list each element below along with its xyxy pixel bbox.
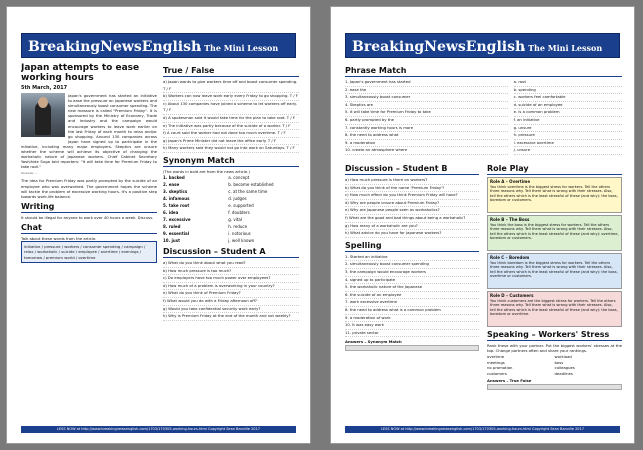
- list-item: h) Many workers said they would not go into work on Saturdays. T / F: [163, 145, 299, 153]
- list-item: 5. the workaholic nature of the Japanese: [345, 284, 479, 292]
- brand-subtitle: - The Mini Lesson: [522, 43, 603, 53]
- syn-match: f. doubters: [228, 210, 250, 216]
- syn-match: e. supported: [228, 203, 254, 209]
- speaking-heading: Speaking – Workers' Stress: [487, 330, 622, 341]
- page-right: [330, 6, 635, 444]
- list-item: c) How much effect do you think Premium Friday will have?: [345, 192, 479, 200]
- list-item: b) How much pressure is too much?: [163, 268, 299, 276]
- list-item: 1. Japan's government has started: [345, 79, 508, 87]
- list-item: f) A court said the worker had not done too much overtime. T / F: [163, 130, 299, 138]
- speaking-note: Rank these with your partner. Put the biggest workers' stresses at the top. Change partners often and share your rankings.: [487, 343, 622, 354]
- list-item: g) Japan's Prime Minister did not leave the office early. T / F: [163, 138, 299, 146]
- left-column-2: [345, 161, 479, 423]
- brand-subtitle: - The Mini Lesson: [198, 43, 279, 53]
- synonym-note: (The words in bold are from the news article.): [163, 168, 250, 174]
- list-item: a) Japan wants to give workers time off and boost consumer spending. T / F: [163, 79, 299, 93]
- answers-synonym-grid: [345, 345, 479, 351]
- syn-word: 3. skeptics: [163, 189, 188, 195]
- phrase-match-heading: Phrase Match: [345, 66, 622, 77]
- syn-match: a. concept: [228, 175, 250, 181]
- list-item: 4. Skeptics are: [345, 102, 508, 110]
- syn-match: j. well known: [228, 238, 255, 244]
- brand-title: BreakingNewsEnglish: [28, 39, 202, 55]
- role-title: Role B – The Boss: [490, 217, 530, 222]
- list-item: d) Why are people unsure about Premium Friday?: [345, 200, 479, 208]
- list-item: g. unsure: [514, 125, 622, 133]
- writing-heading: Writing: [21, 202, 157, 213]
- syn-word: 2. ease: [163, 182, 180, 188]
- list-item: e) What do you think of Premium Friday?: [163, 290, 299, 298]
- list-item: f) What are the good and bad things about being a workaholic?: [345, 215, 479, 223]
- syn-match: i. notorious: [228, 231, 251, 237]
- list-item: c) About 130 companies have joined a scheme to let workers off early. T / F: [163, 101, 299, 115]
- chat-note: Talk about these words from the article.: [21, 235, 97, 241]
- list-item: 7. constantly working hours is more: [345, 125, 508, 133]
- synonym-heading: Synonym Match: [163, 156, 299, 167]
- discussion-a-list: [163, 260, 299, 321]
- true-false-list: [163, 79, 299, 153]
- page-footer: LESS NOW at http://www.breakingnewsenglish.com/1703/170305-working-hours.html Copyright Sean Banville 2017: [345, 426, 620, 433]
- spelling-heading: Spelling: [345, 241, 479, 252]
- article-photo: [21, 93, 65, 137]
- list-item: 10. create an atmosphere where: [345, 147, 508, 155]
- syn-word: 1. backed: [163, 175, 185, 181]
- article-body: Japan's government has started an initiative to ease the pressure on Japanese workers and simultaneously boost consumer spending. The new measure is called "Premium Friday". It is sponsored by the Ministry of Economy, Trade and Industry and the campaign would encourage workers to leave work earlier on the last Friday of each month to relax and/or go shopping. Around 130 companies across Japan have signed up to participate in the initiative, including many major employers. Skeptics are unsure whether the scheme will achieve its objective of changing the workaholic nature of Japanese workers. Chief Cabinet Secretary Yoshihide Suga told reporters: "It will take time for Premium Friday to take root.": [21, 93, 157, 170]
- list-item: 9. a moderation of work: [345, 315, 479, 323]
- discussion-a-heading: Discussion – Student A: [163, 247, 299, 258]
- syn-match: d. judges: [228, 196, 247, 202]
- syn-word: 8. ruled: [163, 224, 181, 230]
- list-item: 2. ease the: [345, 87, 508, 95]
- phrase-match-section: [345, 63, 622, 159]
- list-item: e) The initiative was partly because of the suicide of a worker. T / F: [163, 123, 299, 131]
- true-false-heading: True / False: [163, 66, 299, 77]
- list-item: boss: [554, 359, 564, 365]
- list-item: 7. work excessive overtime: [345, 299, 479, 307]
- writing-prompt: It should be illegal for anyone to work over 40 hours a week. Discuss.: [21, 214, 154, 220]
- brand-title: BreakingNewsEnglish: [352, 39, 526, 55]
- syn-match: h. reduce: [228, 224, 248, 230]
- role-card-b: [487, 215, 622, 251]
- list-item: workload: [554, 354, 572, 360]
- list-item: b) What do you think of the name 'Premium Friday'?: [345, 185, 479, 193]
- syn-word: 9. essential: [163, 231, 190, 237]
- article-date: 5th March, 2017: [21, 85, 68, 91]
- list-item: h) Why is Premium Friday at the end of the month and not weekly?: [163, 313, 299, 321]
- syn-match: g. vital: [228, 217, 242, 223]
- list-item: 3. simultaneously boost consumer: [345, 94, 508, 102]
- list-item: overtime: [487, 354, 505, 360]
- list-item: meetings: [487, 359, 505, 365]
- list-item: 6. the suicide of an employee: [345, 292, 479, 300]
- discussion-b-heading: Discussion – Student B: [345, 164, 479, 175]
- syn-word: 7. excessive: [163, 217, 191, 223]
- list-item: g) How many of a workaholic are you?: [345, 223, 479, 231]
- list-item: d) How much of a problem is overworking in your country?: [163, 283, 299, 291]
- list-item: 4. signed up to participate: [345, 277, 479, 285]
- list-item: b. spending: [514, 87, 622, 95]
- role-card-c: [487, 253, 622, 289]
- list-item: 6. partly prompted by the: [345, 117, 508, 125]
- chat-heading: Chat: [21, 223, 157, 234]
- list-item: e) Why are Japanese people seen as workaholics?: [345, 207, 479, 215]
- list-item: a) What do you think about what you read?: [163, 260, 299, 268]
- list-item: 5. It will take time for Premium Friday to take: [345, 109, 508, 117]
- discussion-b-list: [345, 177, 479, 238]
- list-item: colleagues: [554, 365, 575, 371]
- left-column: [21, 63, 157, 423]
- list-item: d. suicide of an employee: [514, 102, 622, 110]
- role-title: Role C – Boredom: [490, 255, 530, 260]
- list-item: 3. the campaign would encourage workers: [345, 269, 479, 277]
- list-item: 10. It was easy work: [345, 322, 479, 330]
- answers-tf-grid: [487, 384, 622, 390]
- speaking-grid: [487, 354, 622, 376]
- role-title: Role D – Customers: [490, 293, 534, 298]
- role-play-heading: Role Play: [487, 164, 622, 175]
- list-item: f) What would you do with a Friday afternoon off?: [163, 298, 299, 306]
- page-banner: [345, 33, 620, 58]
- headline: Japan attempts to ease working hours: [21, 63, 140, 83]
- role-text: You think the boss is the biggest stress for workers. Tell the others three reasons why. Tell them what is wrong with their stresses. Also, tell the others which is the least stressful of these (and why): overtime, boredom or customers.: [490, 222, 619, 241]
- role-title: Role A – Overtime: [490, 179, 531, 184]
- photo-caption: Sources: ...: [21, 171, 38, 176]
- list-item: deadlines: [554, 370, 573, 376]
- syn-word: 4. infamous: [163, 196, 190, 202]
- syn-word: 6. idea: [163, 210, 179, 216]
- list-item: d) A spokesman said it would take time for the plan to take root. T / F: [163, 115, 299, 123]
- syn-word: 10. just: [163, 238, 180, 244]
- list-item: no promotion: [487, 365, 513, 371]
- answers-synonym-label: Answers – Synonym Match: [345, 339, 402, 345]
- page-footer: LESS NOW at http://www.breakingnewsenglish.com/1703/170305-working-hours.html Copyright Sean Banville 2017: [21, 426, 296, 433]
- answers-tf-label: Answers – True False: [487, 378, 532, 384]
- role-card-d: [487, 291, 622, 327]
- phrase-right-list: [514, 79, 622, 155]
- list-item: f. an initiative: [514, 117, 622, 125]
- list-item: j. unsure: [514, 147, 622, 155]
- syn-match: b. become established: [228, 182, 274, 188]
- syn-word: 5. take root: [163, 203, 190, 209]
- list-item: 8. the need to address what is a common problem: [345, 307, 479, 315]
- list-item: 11. private sector: [345, 330, 479, 338]
- right-column-2: [487, 161, 622, 423]
- page-banner: [21, 33, 296, 58]
- list-item: h) What advice do you have for Japanese workers?: [345, 230, 479, 238]
- role-text: You think overtime is the biggest stress for workers. Tell the others three reasons why. Tell them what is wrong with their stresses. Also, tell the others which is the least stressful of these (and why): the boss, boredom or customers.: [490, 184, 618, 203]
- right-column: [163, 63, 299, 423]
- list-item: 1. Started an initiative: [345, 254, 479, 262]
- list-item: 2. simultaneously boost consumer spending: [345, 261, 479, 269]
- list-item: 8. the need to address what: [345, 132, 508, 140]
- role-text: You think boredom is the biggest stress for workers. Tell the others three reasons why. Tell them what is wrong with their stresses. Also, tell the others which is the least stressful of these (and why): the boss, overtime or customers.: [490, 260, 618, 279]
- list-item: c) Do employers have too much power over employees?: [163, 275, 299, 283]
- syn-match: c. at the same time: [228, 189, 268, 195]
- page-left: [6, 6, 311, 444]
- synonym-table: [163, 174, 299, 244]
- list-item: customers: [487, 370, 507, 376]
- list-item: b) Workers can now leave work early every Friday to go shopping. T / F: [163, 93, 299, 101]
- phrase-left-list: [345, 79, 508, 155]
- role-card-a: [487, 177, 622, 213]
- list-item: g) Would you take confidential security work early?: [163, 306, 299, 314]
- spelling-list: [345, 254, 479, 338]
- list-item: a. root: [514, 79, 622, 87]
- list-item: 9. a moderation: [345, 140, 508, 148]
- article-body-2: The idea for Premium Friday was partly prompted by the suicide of an employee who was overworked. The government hopes the scheme will tackle the problem of excessive working hours. It's a positive step towards work-life balance.: [21, 178, 157, 199]
- list-item: h. pressure: [514, 132, 622, 140]
- list-item: i. excessive overtime: [514, 140, 622, 148]
- role-text: You think customers are the biggest stress for workers. Tell the others three reasons why. Tell them what is wrong with their stresses. Also, tell the others which is the least stressful of these (and why): the boss, boredom or overtime.: [490, 298, 618, 317]
- chat-words: initiative / pressure / workers / consumer spending / campaign / relax / workaholic / suicide / employee / overtime / evenings / tomorrow / premium world / overtime: [21, 241, 157, 264]
- list-item: e. is a common problem: [514, 109, 622, 117]
- list-item: c. workers feel comfortable: [514, 94, 622, 102]
- list-item: a) How much pressure is there on workers?: [345, 177, 479, 185]
